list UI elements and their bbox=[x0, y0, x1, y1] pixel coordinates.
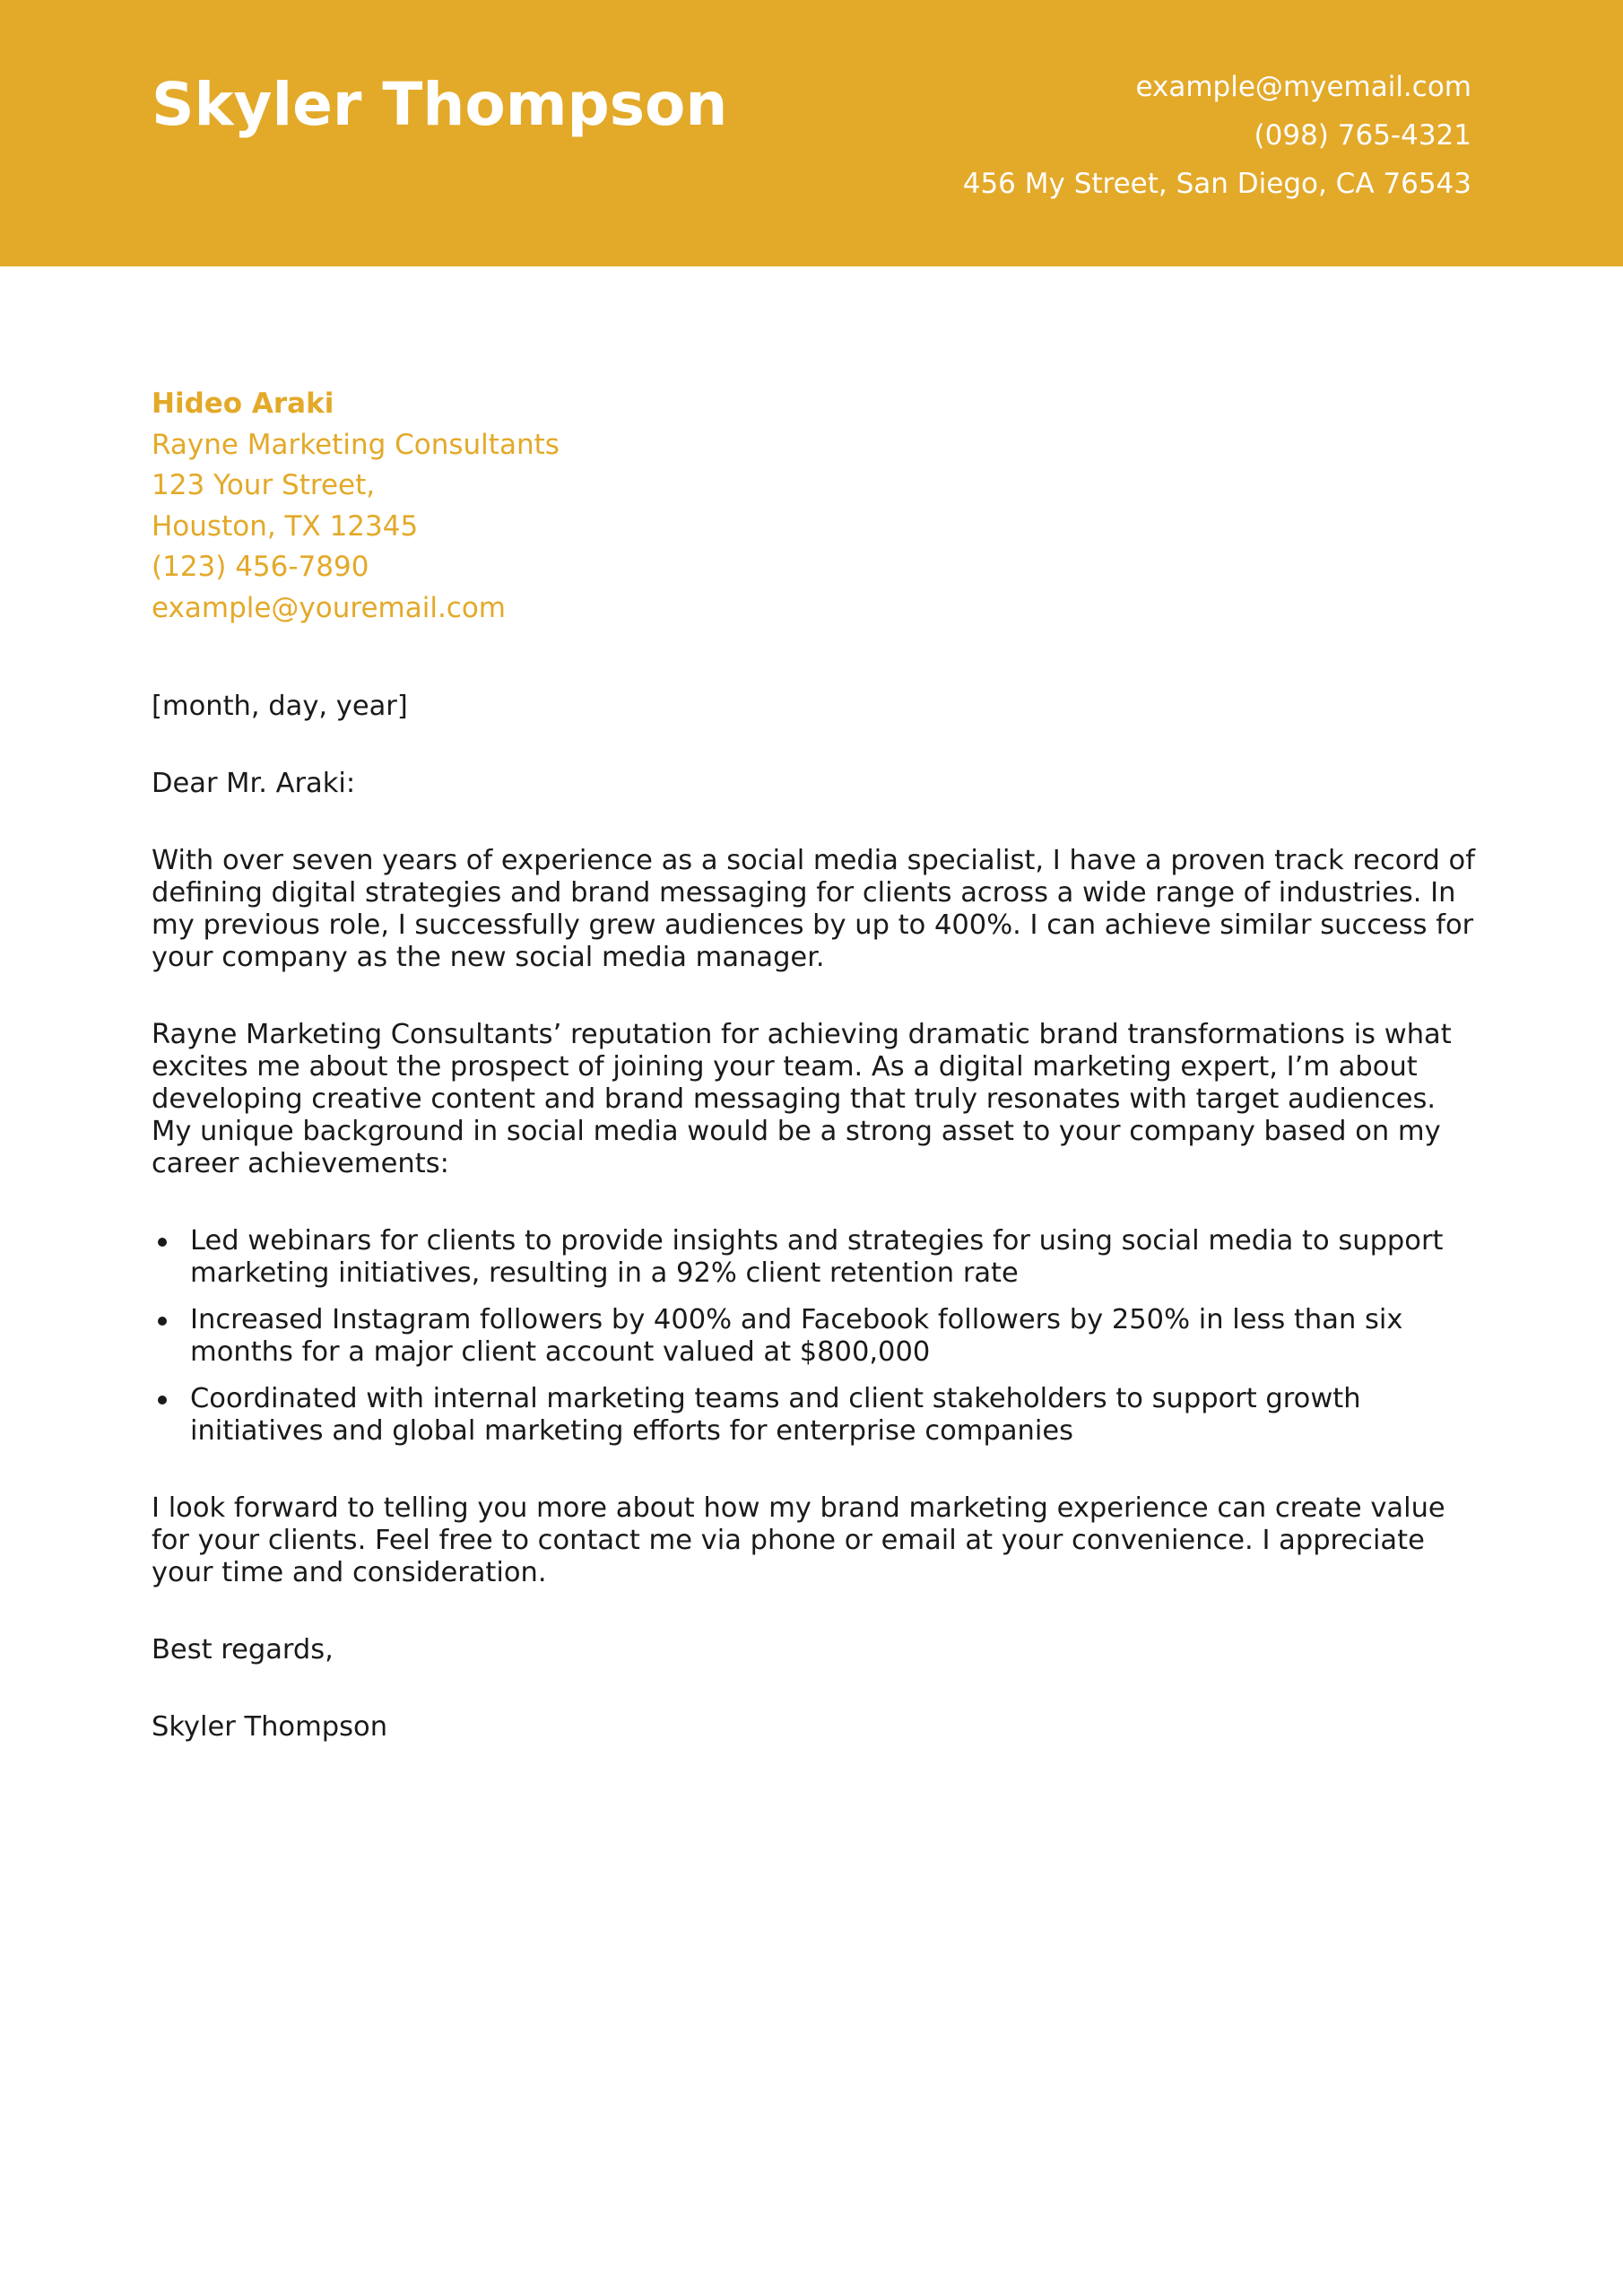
sender-email: example@myemail.com bbox=[1135, 71, 1471, 103]
letter-date: [month, day, year] bbox=[152, 691, 408, 722]
bullet-icon bbox=[158, 1396, 167, 1405]
letter-paragraph-1: With over seven years of experience as a social media specialist, I have a proven track record of defining digital strategies and brand messaging for clients across a wide range of industries. In my previous role, I successfully grew audiences by up to 400%. I can achieve similar success for your company as the new social media manager. bbox=[152, 845, 1475, 973]
letter-paragraph-2: Rayne Marketing Consultants’ reputation for achieving dramatic brand transformations is what excites me about the prospect of joining your team. As a digital marketing expert, I’m about developing creative content and brand messaging that truly resonates with target audiences. My unique background in social media would be a strong asset to your company based on my career achievements: bbox=[152, 1019, 1452, 1179]
sender-contact bbox=[963, 63, 1471, 208]
recipient-email: example@youremail.com bbox=[152, 591, 507, 624]
letter-paragraph-3: I look forward to telling you more about how my brand marketing experience can create value for your clients. Feel free to contact me via phone or email at your convenience. I appreciate your time and consideration. bbox=[152, 1492, 1445, 1588]
letter-body bbox=[152, 691, 1479, 1744]
letter-closing: Best regards, bbox=[152, 1634, 334, 1665]
letter-greeting: Dear Mr. Araki: bbox=[152, 768, 356, 799]
recipient-city: Houston, TX 12345 bbox=[152, 509, 419, 543]
recipient-street: 123 Your Street, bbox=[152, 469, 376, 501]
achievements-list bbox=[152, 1225, 1479, 1448]
list-item bbox=[152, 1225, 1479, 1290]
list-item-text: Coordinated with internal marketing teams and client stakeholders to support growth initiatives and global marketing efforts for enterprise companies bbox=[190, 1383, 1361, 1447]
list-item bbox=[152, 1304, 1479, 1369]
bullet-icon bbox=[158, 1317, 167, 1326]
header-banner bbox=[0, 0, 1623, 266]
recipient-block bbox=[152, 384, 560, 629]
recipient-name: Hideo Araki bbox=[152, 387, 334, 420]
list-item-text: Increased Instagram followers by 400% and Facebook followers by 250% in less than six months for a major client account valued at $800,000 bbox=[190, 1304, 1403, 1368]
list-item-text: Led webinars for clients to provide insights and strategies for using social media to support marketing initiatives, resulting in a 92% client retention rate bbox=[190, 1225, 1444, 1289]
sender-address: 456 My Street, San Diego, CA 76543 bbox=[962, 168, 1471, 200]
letter-signature: Skyler Thompson bbox=[152, 1711, 388, 1743]
recipient-phone: (123) 456-7890 bbox=[152, 551, 369, 583]
sender-phone: (098) 765-4321 bbox=[1254, 119, 1471, 152]
recipient-company: Rayne Marketing Consultants bbox=[152, 428, 560, 461]
sender-name: Skyler Thompson bbox=[152, 70, 728, 139]
list-item bbox=[152, 1383, 1479, 1448]
bullet-icon bbox=[158, 1238, 167, 1247]
